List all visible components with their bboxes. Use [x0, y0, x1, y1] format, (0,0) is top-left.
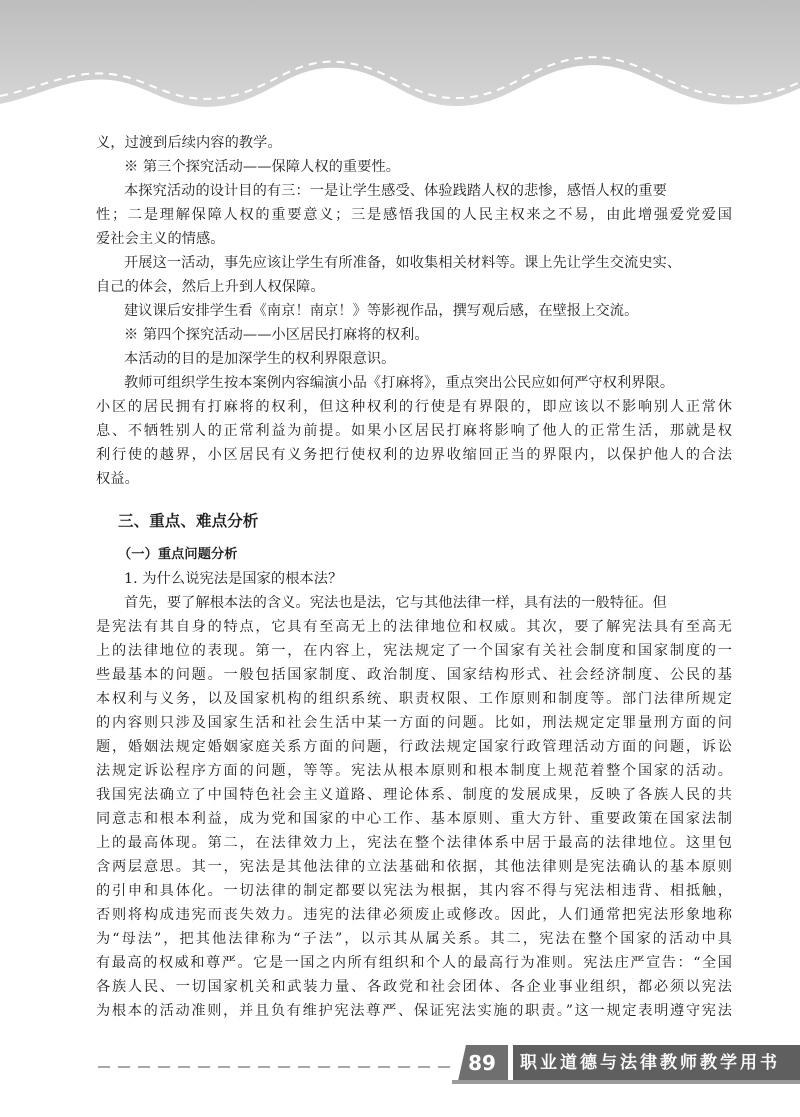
body-line: 利行使的越界，小区居民有义务把行使权利的边界收缩回正当的界限内，以保护他人的合法: [96, 447, 732, 463]
body-line: 自己的体会，然后上升到人权保障。: [96, 279, 325, 295]
answer-line: 否则将构成违宪而丧失效力。违宪的法律必须废止或修改。因此，人们通常把宪法形象地称: [96, 907, 732, 923]
answer-line: 上的最高体现。第二，在法律效力上，宪法在整个法律体系中居于最高的法律地位。这里包: [96, 835, 732, 851]
body-line: ※ 第三个探究活动——保障人权的重要性。: [124, 159, 401, 175]
body-line: 权益。: [96, 471, 139, 487]
header-wave-band: [0, 0, 800, 125]
body-line: ※ 第四个探究活动——小区居民打麻将的权利。: [124, 327, 429, 343]
answer-line: 各族人民、一切国家机关和武装力量、各政党和社会团体、各企业事业组织，都必须以宪法: [96, 979, 732, 995]
body-line: 开展这一活动，事先应该让学生有所准备，如收集相关材料等。课上先让学生交流史实、: [124, 255, 682, 271]
answer-line: 我国宪法确立了中国特色社会主义道路、理论体系、制度的发展成果，反映了各族人民的共: [96, 787, 732, 803]
body-line: 教师可组织学生按本案例内容编演小品《打麻将》，重点突出公民应如何严守权利界限。: [124, 375, 675, 391]
answer-line: 题，婚姻法规定婚姻家庭关系方面的问题，行政法规定国家行政管理活动方面的问题，诉讼: [96, 739, 732, 755]
body-line: 本活动的目的是加深学生的权利界限意识。: [124, 351, 396, 367]
answer-line: 首先，要了解根本法的含义。宪法也是法，它与其他法律一样，具有法的一般特征。但: [124, 595, 667, 611]
answer-line: 上的法律地位的表现。第一，在内容上，宪法规定了一个国家有关社会制度和国家制度的一: [96, 643, 732, 659]
book-title: 职业道德与法律教师教学用书: [520, 1053, 780, 1073]
subsection-heading: （一）重点问题分析: [118, 547, 238, 562]
question-line: 1. 为什么说宪法是国家的根本法？: [124, 571, 343, 587]
body-line: 性；二是理解保障人权的重要意义；三是感悟我国的人民主权来之不易，由此增强爱党爱国: [96, 207, 732, 223]
body-line: 爱社会主义的情感。: [96, 231, 225, 247]
answer-line: 是宪法有其自身的特点，它具有至高无上的法律地位和权威。其次，要了解宪法具有至高无: [96, 619, 732, 635]
answer-line: 本权利与义务，以及国家机构的组织系统、职责权限、工作原则和制度等。部门法律所规定: [96, 691, 732, 707]
page-number: 89: [468, 1051, 496, 1075]
answer-line: 些最基本的问题。一般包括国家制度、政治制度、国家结构形式、社会经济制度、公民的基: [96, 667, 732, 683]
body-line: 息、不牺牲别人的正常利益为前提。如果小区居民打麻将影响了他人的正常生活，那就是权: [96, 423, 732, 439]
answer-line: 法规定诉讼程序方面的问题，等等。宪法从根本原则和根本制度上规范着整个国家的活动。: [96, 763, 732, 779]
answer-line: 含两层意思。其一，宪法是其他法律的立法基础和依据，其他法律则是宪法确认的基本原则: [96, 859, 732, 875]
section-heading: 三、重点、难点分析: [118, 512, 259, 530]
answer-line: 有最高的权威和尊严。它是一国之内所有组织和个人的最高行为准则。宪法庄严宣告：“全国: [96, 955, 732, 971]
answer-line: 为根本的活动准则，并且负有维护宪法尊严、保证宪法实施的职责。”这一规定表明遵守宪法: [96, 1003, 732, 1019]
answer-line: 为“母法”，把其他法律称为“子法”，以示其从属关系。其二，宪法在整个国家的活动中具: [96, 931, 732, 947]
answer-line: 的引申和具体化。一切法律的制定都要以宪法为根据，其内容不得与宪法相违背、相抵触，: [96, 883, 732, 899]
body-line: 建议课后安排学生看《南京！南京！》等影视作品，撰写观后感，在壁报上交流。: [124, 303, 639, 319]
answer-line: 的内容则只涉及国家生活和社会生活中某一方面的问题。比如，刑法规定定罪量刑方面的问: [96, 715, 732, 731]
body-line: 义，过渡到后续内容的教学。: [96, 135, 282, 151]
body-line: 本探究活动的设计目的有三：一是让学生感受、体验践踏人权的悲惨，感悟人权的重要: [124, 183, 667, 199]
body-line: 小区的居民拥有打麻将的权利，但这种权利的行使是有界限的，即应该以不影响别人正常休: [96, 399, 732, 415]
answer-line: 同意志和根本利益，成为党和国家的中心工作、基本原则、重大方针、重要政策在国家法制: [96, 811, 732, 827]
